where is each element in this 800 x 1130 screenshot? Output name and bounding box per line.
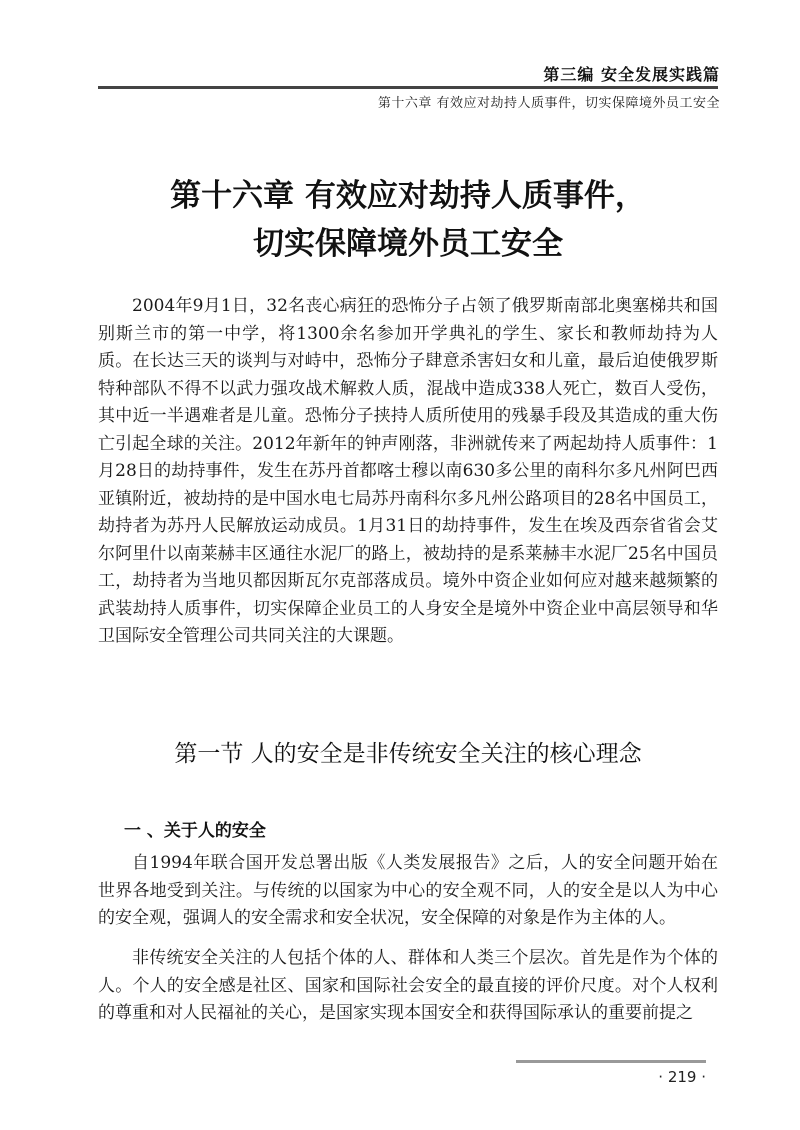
section-title: 第一节 人的安全是非传统安全关注的核心理念 (174, 741, 642, 767)
chapter-title-line-2: 切实保障境外员工安全 (253, 226, 563, 262)
running-header-part: 第三编 安全发展实践篇 (543, 65, 720, 84)
header-divider (98, 86, 718, 89)
subsection-title: 一 、关于人的安全 (124, 821, 266, 841)
running-header-chapter: 第十六章 有效应对劫持人质事件，切实保障境外员工安全 (377, 96, 720, 111)
body-paragraph-1: 自1994年联合国开发总署出版《人类发展报告》之后，人的安全问题开始在世界各地受到关注。与传统的以国家为中心的安全观不同，人的安全是以人为中心的安全观，强调人的安全需求和安全状况，安全保障的对象是作为主体的人。 (98, 853, 718, 928)
footer-divider (516, 1060, 706, 1063)
chapter-title-line-1: 第十六章 有效应对劫持人质事件， (170, 178, 646, 214)
chapter-title (98, 172, 718, 268)
page-number: · 219 · (658, 1068, 706, 1086)
intro-paragraph: 2004年9月1日，32名丧心病狂的恐怖分子占领了俄罗斯南部北奥塞梯共和国别斯兰市的第一中学，将1300余名参加开学典礼的学生、家长和教师劫持为人质。在长达三天的谈判与对峙中，恐怖分子肆意杀害妇女和儿童，最后迫使俄罗斯特种部队不得不以武力强攻战术解救人质，混战中造成338人死亡，数百人受伤，其中近一半遇难者是儿童。恐怖分子挟持人质所使用的残暴手段及其造成的重大伤亡引起全球的关注。2012年新年的钟声刚落，非洲就传来了两起劫持人质事件：1月28日的劫持事件，发生在苏丹首都喀士穆以南630多公里的南科尔多凡州阿巴西亚镇附近，被劫持的是中国水电七局苏丹南科尔多凡州公路项目的28名中国员工，劫持者为苏丹人民解放运动成员。1月31日的劫持事件，发生在埃及西奈省省会艾尔阿里什以南莱赫丰区通往水泥厂的路上，被劫持的是系莱赫丰水泥厂25名中国员工，劫持者为当地贝都因斯瓦尔克部落成员。境外中资企业如何应对越来越频繁的武装劫持人质事件，切实保障企业员工的人身安全是境外中资企业中高层领导和华卫国际安全管理公司共同关注的大课题。 (98, 296, 718, 646)
body-paragraph-2: 非传统安全关注的人包括个体的人、群体和人类三个层次。首先是作为个体的人。个人的安全感是社区、国家和国际社会安全的最直接的评价尺度。对个人权利的尊重和对人民福祉的关心，是国家实现本国安全和获得国际承认的重要前提之 (98, 948, 718, 1023)
